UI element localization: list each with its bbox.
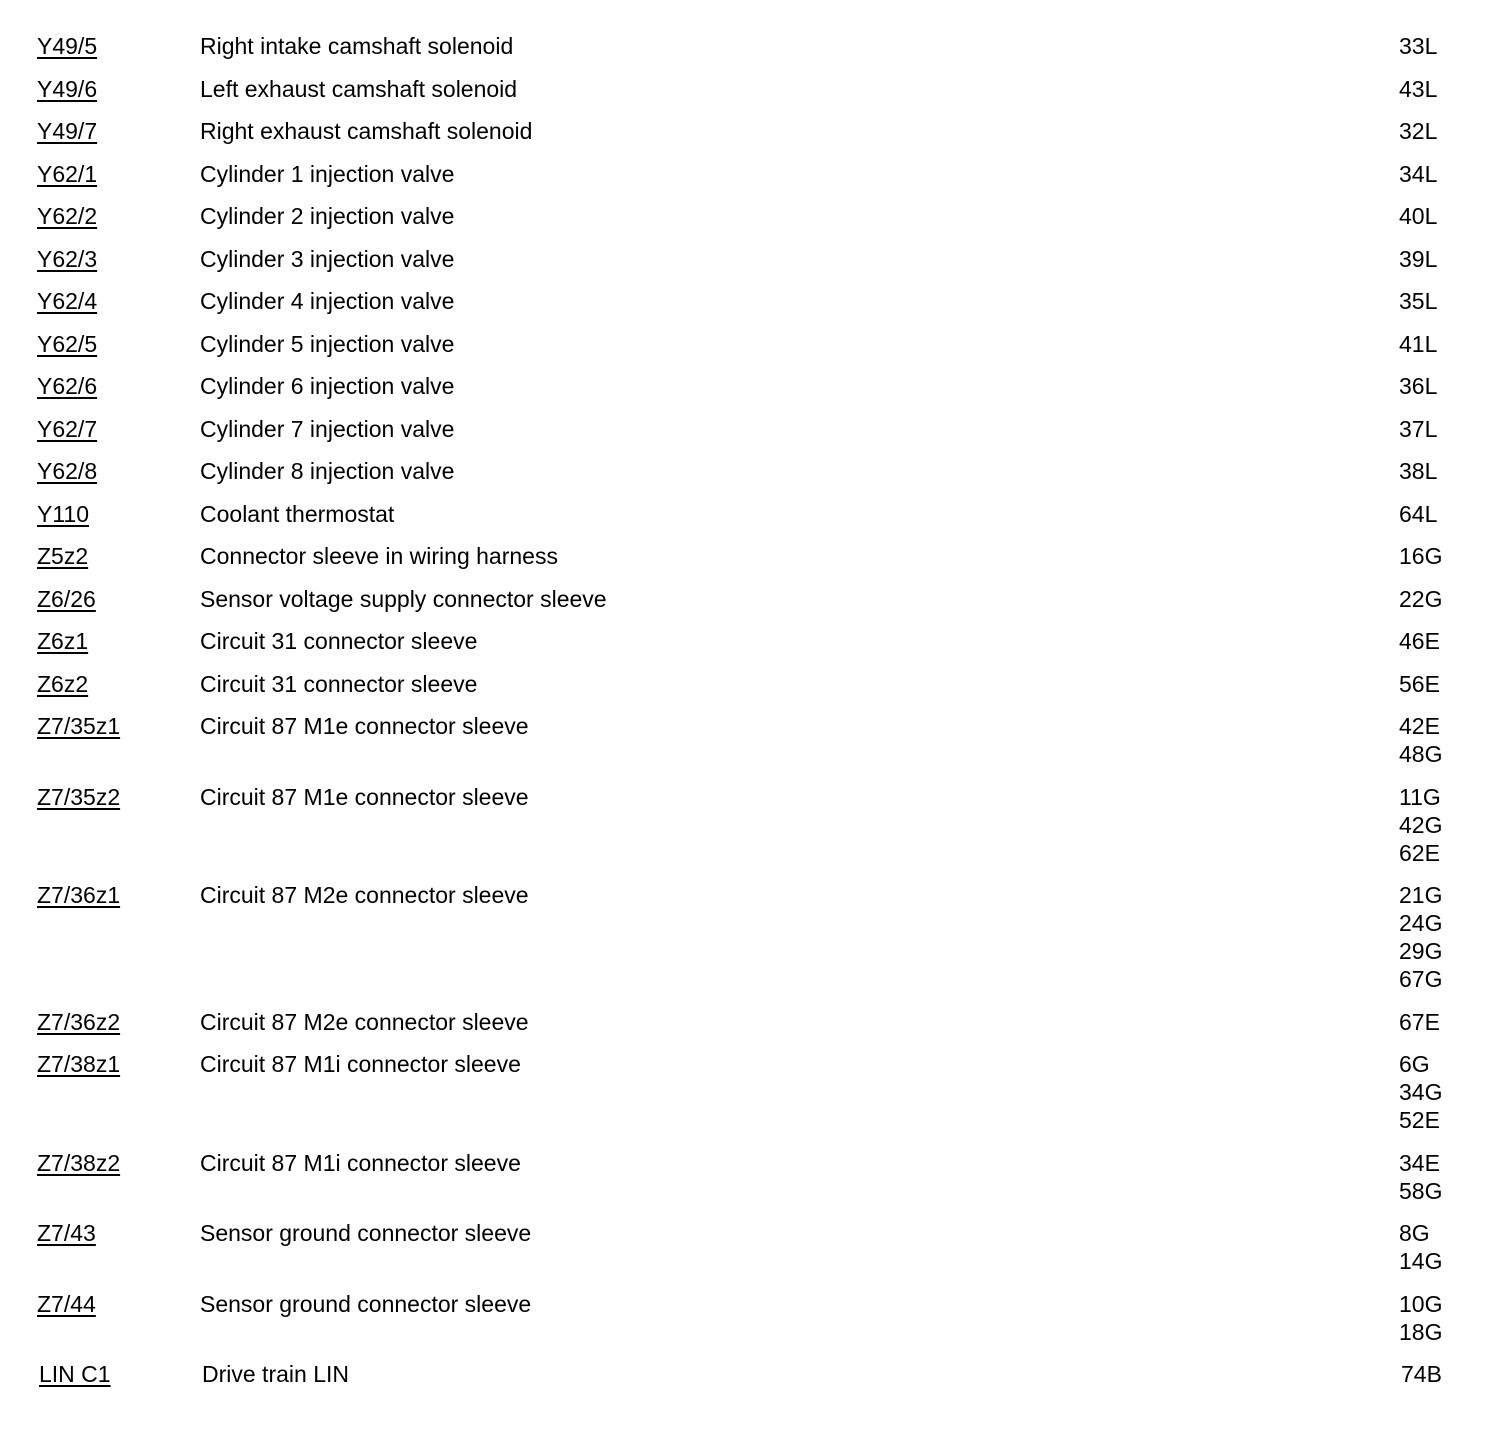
component-code-link[interactable]: Z7/36z2 [37,1008,121,1035]
grid-references [1399,1050,1442,1134]
component-code-link[interactable]: Y62/8 [37,458,98,484]
grid-references [1399,712,1442,768]
grid-references [1399,117,1437,145]
component-code-link[interactable]: Y49/6 [37,75,98,102]
grid-references [1399,1149,1442,1205]
component-description: Coolant thermostat [200,500,395,527]
grid-reference: 8G [1399,1220,1430,1246]
component-code-link[interactable]: Z6z1 [37,628,89,654]
grid-references [1399,783,1442,867]
grid-reference: 34L [1399,160,1438,187]
grid-reference: 64L [1399,500,1438,527]
grid-reference: 43L [1399,75,1438,102]
component-description: Cylinder 2 injection valve [200,203,455,229]
component-description: Cylinder 6 injection valve [200,373,455,399]
component-code-link[interactable]: Y62/5 [37,330,98,357]
component-code-link[interactable]: Z7/38z1 [37,1051,121,1077]
grid-reference: 10G [1399,1290,1443,1317]
component-description: Circuit 87 M1e connector sleeve [200,783,529,810]
component-description: Sensor ground connector sleeve [200,1290,532,1317]
component-description: Circuit 87 M1e connector sleeve [200,713,529,739]
grid-reference: 16G [1399,543,1443,569]
component-code-link[interactable]: LIN C1 [39,1361,111,1387]
component-description: Cylinder 4 injection valve [200,288,455,314]
grid-reference: 67G [1399,966,1443,992]
component-description: Circuit 87 M2e connector sleeve [200,882,529,908]
grid-reference: 42E [1399,713,1440,739]
component-description: Cylinder 3 injection valve [200,245,455,272]
grid-references [1399,32,1437,60]
grid-reference: 56E [1399,670,1440,697]
component-description: Circuit 87 M1i connector sleeve [200,1149,521,1176]
component-code-link[interactable]: Y62/1 [37,160,98,187]
component-description: Left exhaust camshaft solenoid [200,75,518,102]
grid-reference: 18G [1399,1318,1443,1345]
grid-references [1399,457,1437,485]
grid-references [1399,542,1442,570]
component-code-link[interactable]: Z6z2 [37,670,89,697]
component-description: Circuit 87 M1i connector sleeve [200,1051,521,1077]
component-code-link[interactable]: Z5z2 [37,543,89,569]
component-description: Right exhaust camshaft solenoid [200,118,533,144]
grid-reference: 42G [1399,811,1443,838]
grid-reference: 52E [1399,1107,1440,1133]
component-description: Cylinder 5 injection valve [200,330,455,357]
grid-references [1399,627,1440,655]
grid-references [1399,245,1437,273]
component-code-link[interactable]: Y110 [37,500,90,527]
grid-reference: 40L [1399,203,1438,229]
grid-references [1399,1008,1440,1036]
component-description: Connector sleeve in wiring harness [200,543,558,569]
component-description: Sensor voltage supply connector sleeve [200,585,607,612]
grid-reference: 29G [1399,938,1443,964]
grid-reference: 74B [1401,1361,1442,1387]
grid-reference: 62E [1399,839,1440,866]
grid-reference: 32L [1399,118,1438,144]
component-code-link[interactable]: Z7/35z1 [37,713,121,739]
grid-reference: 37L [1399,415,1438,442]
grid-references [1399,160,1437,188]
grid-references [1399,500,1437,528]
grid-reference: 33L [1399,33,1438,59]
grid-reference: 41L [1399,330,1438,357]
component-description: Drive train LIN [202,1361,349,1387]
component-code-link[interactable]: Y62/6 [37,373,98,399]
component-code-link[interactable]: Y62/3 [37,245,98,272]
component-description: Right intake camshaft solenoid [200,33,514,59]
grid-references [1399,372,1437,400]
component-code-link[interactable]: Z7/36z1 [37,882,121,908]
grid-references [1399,287,1437,315]
grid-reference: 22G [1399,585,1443,612]
grid-references [1399,415,1437,443]
grid-reference: 58G [1399,1177,1443,1204]
grid-reference: 34E [1399,1149,1440,1176]
grid-references [1399,202,1437,230]
grid-reference: 14G [1399,1248,1443,1274]
grid-reference: 67E [1399,1008,1440,1035]
component-description: Cylinder 8 injection valve [200,458,455,484]
component-description: Cylinder 7 injection valve [200,415,455,442]
component-code-link[interactable]: Z7/35z2 [37,783,121,810]
grid-reference: 36L [1399,373,1438,399]
grid-reference: 48G [1399,741,1443,767]
component-code-link[interactable]: Y49/5 [37,33,98,59]
grid-reference: 21G [1399,882,1443,908]
grid-reference: 38L [1399,458,1438,484]
grid-reference: 39L [1399,245,1438,272]
grid-references [1399,75,1437,103]
component-description: Circuit 31 connector sleeve [200,670,478,697]
component-description: Circuit 87 M2e connector sleeve [200,1008,529,1035]
component-description: Circuit 31 connector sleeve [200,628,478,654]
grid-references [1399,1219,1442,1275]
grid-references [1399,585,1442,613]
component-code-link[interactable]: Z7/44 [37,1290,96,1317]
component-code-link[interactable]: Z7/43 [37,1220,96,1246]
component-code-link[interactable]: Z7/38z2 [37,1149,121,1176]
grid-references [1399,670,1440,698]
grid-references [1399,1290,1442,1346]
component-code-link[interactable]: Y62/2 [37,203,98,229]
grid-reference: 34G [1399,1079,1443,1105]
component-code-link[interactable]: Y62/4 [37,288,98,314]
component-description: Cylinder 1 injection valve [200,160,455,187]
grid-reference: 24G [1399,910,1443,936]
grid-references [1399,330,1437,358]
grid-reference: 11G [1399,783,1441,810]
grid-references [1399,881,1442,993]
component-code-link[interactable]: Z6/26 [37,585,96,612]
grid-reference: 46E [1399,628,1440,654]
component-description: Sensor ground connector sleeve [200,1220,532,1246]
grid-references [1401,1360,1442,1388]
grid-reference: 6G [1399,1051,1430,1077]
grid-reference: 35L [1399,288,1438,314]
component-code-link[interactable]: Y62/7 [37,415,98,442]
component-code-link[interactable]: Y49/7 [37,118,98,144]
